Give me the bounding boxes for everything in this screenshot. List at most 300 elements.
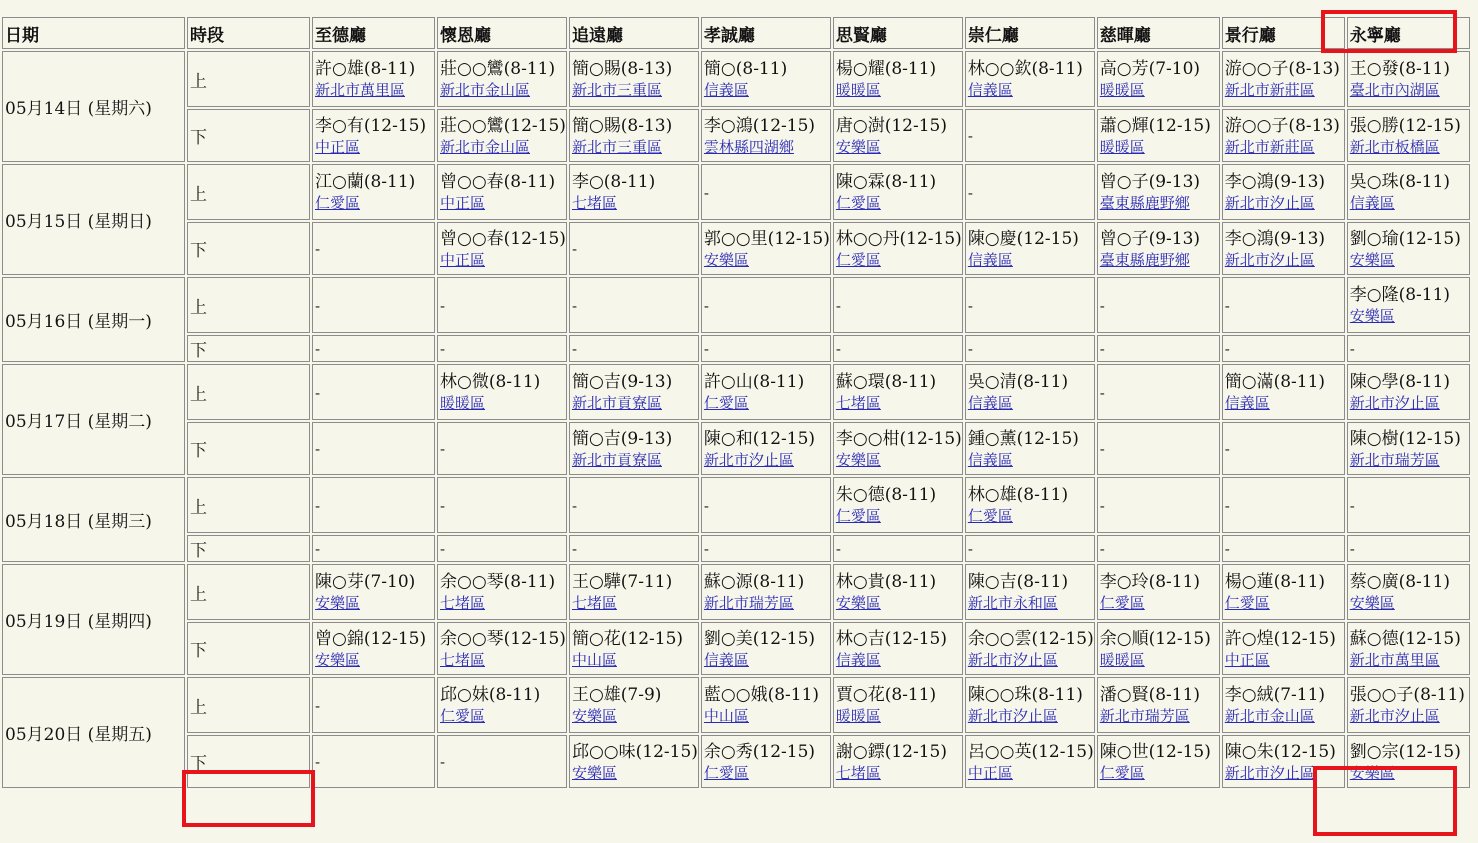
empty-mark: - xyxy=(835,340,841,358)
deceased-name: 朱○德(8-11) xyxy=(835,485,937,505)
schedule-cell xyxy=(1222,735,1345,788)
district-link[interactable]: 信義區 xyxy=(703,650,749,669)
district-link[interactable]: 中正區 xyxy=(1224,650,1270,669)
schedule-entry xyxy=(836,571,962,613)
schedule-entry xyxy=(704,571,830,613)
table-row xyxy=(2,51,1470,107)
deceased-name: 蘇○德(12-15) xyxy=(1349,628,1461,649)
deceased-name: 陳○○珠(8-11) xyxy=(967,685,1083,705)
schedule-entry xyxy=(704,228,830,270)
schedule-entry xyxy=(572,58,698,100)
schedule-entry xyxy=(440,228,566,270)
schedule-entry xyxy=(1350,628,1469,670)
schedule-cell xyxy=(437,222,567,275)
district-link[interactable]: 仁愛區 xyxy=(1099,594,1145,612)
column-header: 孝誠廳 xyxy=(701,17,831,49)
district-link[interactable]: 新北市金山區 xyxy=(440,137,531,156)
schedule-cell xyxy=(1222,477,1345,533)
funeral-hall-schedule-table xyxy=(0,15,1472,790)
district-link[interactable]: 七堵區 xyxy=(440,650,486,669)
schedule-cell xyxy=(701,222,831,275)
district-link[interactable]: 新北市永和區 xyxy=(967,594,1058,612)
schedule-cell xyxy=(833,335,963,362)
district-link[interactable]: 信義區 xyxy=(967,250,1013,269)
deceased-name: 陳○吉(8-11) xyxy=(967,572,1069,592)
district-link[interactable]: 安樂區 xyxy=(703,250,749,269)
schedule-entry xyxy=(836,171,962,213)
slot-cell: 下 xyxy=(187,335,310,362)
schedule-entry xyxy=(440,171,566,213)
empty-mark: - xyxy=(440,540,446,558)
schedule-cell xyxy=(312,109,435,162)
deceased-name: 楊○蓮(8-11) xyxy=(1224,572,1326,592)
district-link[interactable]: 新北市金山區 xyxy=(440,81,531,99)
schedule-cell xyxy=(1222,535,1345,562)
schedule-entry xyxy=(572,628,698,670)
schedule-entry xyxy=(315,628,434,670)
schedule-cell xyxy=(1222,364,1345,420)
district-link[interactable]: 新北市新莊區 xyxy=(1224,137,1315,156)
district-link[interactable]: 新北市萬里區 xyxy=(1349,650,1440,669)
district-link[interactable]: 中正區 xyxy=(440,250,486,269)
district-link[interactable]: 新北市汐止區 xyxy=(1349,394,1440,412)
schedule-cell xyxy=(1347,164,1470,220)
schedule-cell xyxy=(1347,564,1470,620)
deceased-name: 莊○○鸞(12-15) xyxy=(440,115,566,136)
slot-cell: 下 xyxy=(187,422,310,475)
district-link[interactable]: 新北市貢寮區 xyxy=(571,394,662,412)
empty-mark: - xyxy=(1099,296,1105,315)
district-link[interactable]: 仁愛區 xyxy=(703,763,749,782)
empty-mark: - xyxy=(703,183,709,202)
table-row xyxy=(2,622,1470,675)
empty-mark: - xyxy=(1099,496,1105,515)
schedule-cell xyxy=(1222,335,1345,362)
schedule-entry xyxy=(704,371,830,413)
schedule-entry xyxy=(1225,741,1344,783)
deceased-name: 李○(8-11) xyxy=(571,172,656,192)
deceased-name: 李○絨(7-11) xyxy=(1224,685,1326,705)
schedule-entry xyxy=(1350,684,1469,726)
deceased-name: 簡○花(12-15) xyxy=(571,628,684,649)
district-link[interactable]: 仁愛區 xyxy=(835,507,881,525)
date-cell: 05月19日 (星期四) xyxy=(2,564,185,675)
district-link[interactable]: 臺東縣鹿野鄉 xyxy=(1099,194,1190,212)
district-link[interactable]: 仁愛區 xyxy=(440,707,486,725)
schedule-entry xyxy=(968,684,1094,726)
schedule-cell xyxy=(437,335,567,362)
schedule-entry xyxy=(572,684,698,726)
deceased-name: 李○玲(8-11) xyxy=(1099,572,1201,592)
empty-mark: - xyxy=(1099,440,1105,458)
table-row xyxy=(2,735,1470,788)
empty-mark: - xyxy=(315,240,321,258)
schedule-entry xyxy=(968,428,1094,470)
schedule-cell xyxy=(833,51,963,107)
empty-mark: - xyxy=(315,540,321,558)
deceased-name: 王○驊(7-11) xyxy=(571,572,673,592)
empty-mark: - xyxy=(315,753,321,771)
schedule-cell xyxy=(701,735,831,788)
district-link[interactable]: 暖暖區 xyxy=(1099,137,1145,156)
district-link[interactable]: 仁愛區 xyxy=(315,194,361,212)
schedule-cell xyxy=(312,564,435,620)
schedule-cell xyxy=(1222,164,1345,220)
empty-mark: - xyxy=(315,383,321,402)
empty-mark: - xyxy=(1349,496,1355,515)
district-link[interactable]: 安樂區 xyxy=(835,137,881,156)
district-link[interactable]: 七堵區 xyxy=(571,194,617,212)
schedule-cell xyxy=(437,422,567,475)
district-link[interactable]: 新北市汐止區 xyxy=(1224,194,1315,212)
column-header: 至德廳 xyxy=(312,17,435,49)
schedule-cell xyxy=(1222,622,1345,675)
district-link[interactable]: 信義區 xyxy=(967,81,1013,99)
district-link[interactable]: 暖暖區 xyxy=(835,81,881,99)
empty-mark: - xyxy=(315,296,321,315)
empty-mark: - xyxy=(440,496,446,515)
schedule-cell xyxy=(312,477,435,533)
schedule-cell xyxy=(1222,222,1345,275)
district-link[interactable]: 臺北市內湖區 xyxy=(1349,81,1440,99)
district-link[interactable]: 安樂區 xyxy=(835,594,881,612)
schedule-cell xyxy=(569,222,699,275)
deceased-name: 李○鴻(12-15) xyxy=(703,115,816,136)
deceased-name: 王○雄(7-9) xyxy=(571,685,662,705)
district-link[interactable]: 信義區 xyxy=(1224,394,1270,412)
deceased-name: 張○○子(8-11) xyxy=(1349,685,1465,705)
district-link[interactable]: 新北市貢寮區 xyxy=(571,450,662,469)
schedule-cell xyxy=(965,735,1095,788)
deceased-name: 鍾○薰(12-15) xyxy=(967,428,1079,449)
schedule-entry xyxy=(1225,228,1344,270)
deceased-name: 吳○珠(8-11) xyxy=(1349,172,1451,192)
schedule-cell xyxy=(1097,622,1220,675)
district-link[interactable]: 仁愛區 xyxy=(967,507,1013,525)
schedule-cell xyxy=(965,277,1095,333)
slot-cell: 上 xyxy=(187,364,310,420)
schedule-entry xyxy=(968,741,1094,783)
slot-cell: 上 xyxy=(187,51,310,107)
deceased-name: 王○發(8-11) xyxy=(1349,59,1451,79)
empty-mark: - xyxy=(571,496,578,515)
schedule-cell xyxy=(1347,477,1470,533)
schedule-cell xyxy=(1347,622,1470,675)
schedule-entry xyxy=(836,484,962,526)
district-link[interactable]: 新北市萬里區 xyxy=(315,81,406,99)
schedule-cell xyxy=(1097,564,1220,620)
empty-mark: - xyxy=(440,753,446,771)
schedule-cell xyxy=(312,677,435,733)
district-link[interactable]: 安樂區 xyxy=(835,450,881,469)
district-link[interactable]: 中正區 xyxy=(967,763,1013,782)
district-link[interactable]: 新北市汐止區 xyxy=(967,650,1058,669)
district-link[interactable]: 信義區 xyxy=(967,450,1013,469)
district-link[interactable]: 安樂區 xyxy=(315,650,361,669)
schedule-cell xyxy=(833,564,963,620)
schedule-cell xyxy=(569,51,699,107)
schedule-cell xyxy=(701,535,831,562)
schedule-cell xyxy=(1347,364,1470,420)
schedule-entry xyxy=(572,428,698,470)
district-link[interactable]: 暖暖區 xyxy=(1099,81,1145,99)
district-link[interactable]: 安樂區 xyxy=(571,707,617,725)
deceased-name: 呂○○英(12-15) xyxy=(967,741,1094,762)
district-link[interactable]: 新北市金山區 xyxy=(1224,707,1315,725)
district-link[interactable]: 新北市板橋區 xyxy=(1349,137,1440,156)
deceased-name: 曾○子(9-13) xyxy=(1099,228,1201,249)
table-row xyxy=(2,222,1470,275)
deceased-name: 簡○吉(9-13) xyxy=(571,428,673,449)
schedule-cell xyxy=(1097,51,1220,107)
schedule-entry xyxy=(440,571,566,613)
district-link[interactable]: 七堵區 xyxy=(440,594,486,612)
district-link[interactable]: 信義區 xyxy=(703,81,749,99)
empty-mark: - xyxy=(703,496,709,515)
schedule-cell xyxy=(437,535,567,562)
schedule-entry xyxy=(1100,571,1219,613)
deceased-name: 陳○朱(12-15) xyxy=(1224,741,1336,762)
schedule-cell xyxy=(312,51,435,107)
schedule-cell xyxy=(965,222,1095,275)
schedule-entry xyxy=(1225,171,1344,213)
schedule-cell xyxy=(1097,535,1220,562)
deceased-name: 郭○○里(12-15) xyxy=(703,228,830,249)
slot-cell: 下 xyxy=(187,109,310,162)
district-link[interactable]: 新北市三重區 xyxy=(571,137,662,156)
district-link[interactable]: 仁愛區 xyxy=(835,194,881,212)
date-cell: 05月15日 (星期日) xyxy=(2,164,185,275)
empty-mark: - xyxy=(967,296,973,315)
slot-cell: 上 xyxy=(187,477,310,533)
schedule-entry xyxy=(1225,571,1344,613)
district-link[interactable]: 新北市瑞芳區 xyxy=(1099,707,1190,725)
district-link[interactable]: 中山區 xyxy=(703,707,749,725)
date-cell: 05月20日 (星期五) xyxy=(2,677,185,788)
schedule-cell xyxy=(965,535,1095,562)
schedule-entry xyxy=(836,684,962,726)
empty-mark: - xyxy=(1224,440,1230,458)
schedule-cell xyxy=(312,364,435,420)
district-link[interactable]: 暖暖區 xyxy=(440,394,486,412)
empty-mark: - xyxy=(835,296,841,315)
schedule-cell xyxy=(1222,277,1345,333)
schedule-cell xyxy=(833,422,963,475)
schedule-cell xyxy=(1097,277,1220,333)
district-link[interactable]: 安樂區 xyxy=(571,763,617,782)
schedule-cell xyxy=(1347,535,1470,562)
schedule-entry xyxy=(704,428,830,470)
date-cell: 05月14日 (星期六) xyxy=(2,51,185,162)
deceased-name: 賈○花(8-11) xyxy=(835,685,937,705)
district-link[interactable]: 臺東縣鹿野鄉 xyxy=(1099,250,1190,269)
schedule-entry xyxy=(1225,371,1344,413)
schedule-cell xyxy=(437,164,567,220)
deceased-name: 許○煌(12-15) xyxy=(1224,628,1336,649)
schedule-entry xyxy=(1100,684,1219,726)
deceased-name: 陳○霖(8-11) xyxy=(835,172,937,192)
schedule-entry xyxy=(315,571,434,613)
schedule-cell xyxy=(1347,677,1470,733)
district-link[interactable]: 安樂區 xyxy=(1349,594,1395,612)
column-header: 崇仁廳 xyxy=(965,17,1095,49)
schedule-cell xyxy=(569,622,699,675)
district-link[interactable]: 新北市汐止區 xyxy=(1224,763,1315,782)
district-link[interactable]: 新北市汐止區 xyxy=(967,707,1058,725)
schedule-cell xyxy=(437,477,567,533)
schedule-cell xyxy=(569,422,699,475)
deceased-name: 李○鴻(9-13) xyxy=(1224,228,1326,249)
district-link[interactable]: 仁愛區 xyxy=(1224,594,1270,612)
district-link[interactable]: 中正區 xyxy=(315,137,361,156)
table-row xyxy=(2,164,1470,220)
deceased-name: 游○○子(8-13) xyxy=(1224,59,1340,79)
empty-mark: - xyxy=(1224,496,1230,515)
schedule-entry xyxy=(1100,171,1219,213)
schedule-cell xyxy=(1222,677,1345,733)
deceased-name: 余○順(12-15) xyxy=(1099,628,1211,649)
empty-mark: - xyxy=(835,540,841,558)
slot-cell: 下 xyxy=(187,222,310,275)
district-link[interactable]: 新北市汐止區 xyxy=(1224,250,1315,269)
deceased-name: 曾○子(9-13) xyxy=(1099,172,1201,192)
deceased-name: 吳○清(8-11) xyxy=(967,372,1069,392)
district-link[interactable]: 七堵區 xyxy=(571,594,617,612)
schedule-entry xyxy=(968,571,1094,613)
schedule-cell xyxy=(437,735,567,788)
empty-mark: - xyxy=(967,183,973,202)
district-link[interactable]: 仁愛區 xyxy=(835,250,881,269)
table-row xyxy=(2,564,1470,620)
schedule-cell xyxy=(1347,51,1470,107)
schedule-cell xyxy=(701,164,831,220)
column-header: 景行廳 xyxy=(1222,17,1345,49)
empty-mark: - xyxy=(440,440,446,458)
district-link[interactable]: 安樂區 xyxy=(1349,250,1395,269)
deceased-name: 曾○○春(12-15) xyxy=(440,228,566,249)
table-row xyxy=(2,109,1470,162)
schedule-entry xyxy=(572,115,698,157)
district-link[interactable]: 新北市新莊區 xyxy=(1224,81,1315,99)
schedule-cell xyxy=(833,164,963,220)
schedule-entry xyxy=(572,741,698,783)
schedule-cell xyxy=(312,735,435,788)
district-link[interactable]: 中正區 xyxy=(440,194,486,212)
deceased-name: 林○雄(8-11) xyxy=(967,485,1069,505)
district-link[interactable]: 安樂區 xyxy=(315,594,361,612)
deceased-name: 許○雄(8-11) xyxy=(315,59,416,79)
district-link[interactable]: 新北市汐止區 xyxy=(1349,707,1440,725)
schedule-entry xyxy=(836,628,962,670)
empty-mark: - xyxy=(1224,540,1230,558)
empty-mark: - xyxy=(967,540,973,558)
district-link[interactable]: 新北市瑞芳區 xyxy=(1349,450,1440,469)
schedule-cell xyxy=(1347,422,1470,475)
deceased-name: 藍○○娥(8-11) xyxy=(703,685,820,705)
schedule-entry xyxy=(1100,58,1219,100)
schedule-entry xyxy=(440,371,566,413)
schedule-entry xyxy=(1350,284,1469,326)
district-link[interactable]: 七堵區 xyxy=(835,763,881,782)
district-link[interactable]: 暖暖區 xyxy=(835,707,881,725)
empty-mark: - xyxy=(571,240,578,258)
table-row xyxy=(2,535,1470,562)
table-row xyxy=(2,277,1470,333)
schedule-entry xyxy=(1225,628,1344,670)
column-header: 時段 xyxy=(187,17,310,49)
schedule-cell xyxy=(701,564,831,620)
deceased-name: 許○山(8-11) xyxy=(703,372,805,392)
deceased-name: 唐○澍(12-15) xyxy=(835,115,947,136)
district-link[interactable]: 信義區 xyxy=(1349,194,1395,212)
district-link[interactable]: 安樂區 xyxy=(1349,763,1395,782)
empty-mark: - xyxy=(1224,340,1230,358)
table-row xyxy=(2,477,1470,533)
slot-cell: 上 xyxy=(187,164,310,220)
schedule-cell xyxy=(437,364,567,420)
deceased-name: 余○秀(12-15) xyxy=(703,741,816,762)
schedule-entry xyxy=(1350,58,1469,100)
schedule-entry xyxy=(836,371,962,413)
schedule-cell xyxy=(833,277,963,333)
deceased-name: 曾○錦(12-15) xyxy=(315,628,427,649)
schedule-cell xyxy=(312,535,435,562)
deceased-name: 李○隆(8-11) xyxy=(1349,285,1451,305)
district-link[interactable]: 仁愛區 xyxy=(1099,763,1145,782)
deceased-name: 劉○美(12-15) xyxy=(703,628,816,649)
district-link[interactable]: 雲林縣四湖鄉 xyxy=(703,137,794,156)
district-link[interactable]: 新北市汐止區 xyxy=(703,450,794,469)
empty-mark: - xyxy=(703,340,709,358)
empty-mark: - xyxy=(315,696,321,715)
slot-cell: 上 xyxy=(187,277,310,333)
schedule-cell xyxy=(437,677,567,733)
slot-cell: 下 xyxy=(187,535,310,562)
district-link[interactable]: 中山區 xyxy=(571,650,617,669)
district-link[interactable]: 仁愛區 xyxy=(703,394,749,412)
schedule-entry xyxy=(572,171,698,213)
schedule-entry xyxy=(440,684,566,726)
schedule-cell xyxy=(833,735,963,788)
deceased-name: 陳○世(12-15) xyxy=(1099,741,1211,762)
column-header: 思賢廳 xyxy=(833,17,963,49)
empty-mark: - xyxy=(703,540,709,558)
district-link[interactable]: 新北市瑞芳區 xyxy=(703,594,794,612)
schedule-cell xyxy=(965,51,1095,107)
schedule-cell xyxy=(833,677,963,733)
schedule-cell xyxy=(701,677,831,733)
district-link[interactable]: 新北市三重區 xyxy=(571,81,662,99)
schedule-entry xyxy=(836,428,962,470)
district-link[interactable]: 信義區 xyxy=(967,394,1013,412)
schedule-cell xyxy=(1097,335,1220,362)
deceased-name: 陳○學(8-11) xyxy=(1349,372,1451,392)
schedule-cell xyxy=(1097,735,1220,788)
schedule-cell xyxy=(437,277,567,333)
deceased-name: 高○芳(7-10) xyxy=(1099,59,1201,79)
schedule-cell xyxy=(569,335,699,362)
district-link[interactable]: 暖暖區 xyxy=(1099,650,1145,669)
schedule-entry xyxy=(704,684,830,726)
schedule-entry xyxy=(315,58,434,100)
schedule-entry xyxy=(836,115,962,157)
district-link[interactable]: 七堵區 xyxy=(835,394,881,412)
schedule-entry xyxy=(968,58,1094,100)
schedule-cell xyxy=(569,164,699,220)
schedule-cell xyxy=(701,109,831,162)
district-link[interactable]: 信義區 xyxy=(835,650,881,669)
district-link[interactable]: 安樂區 xyxy=(1349,307,1395,325)
